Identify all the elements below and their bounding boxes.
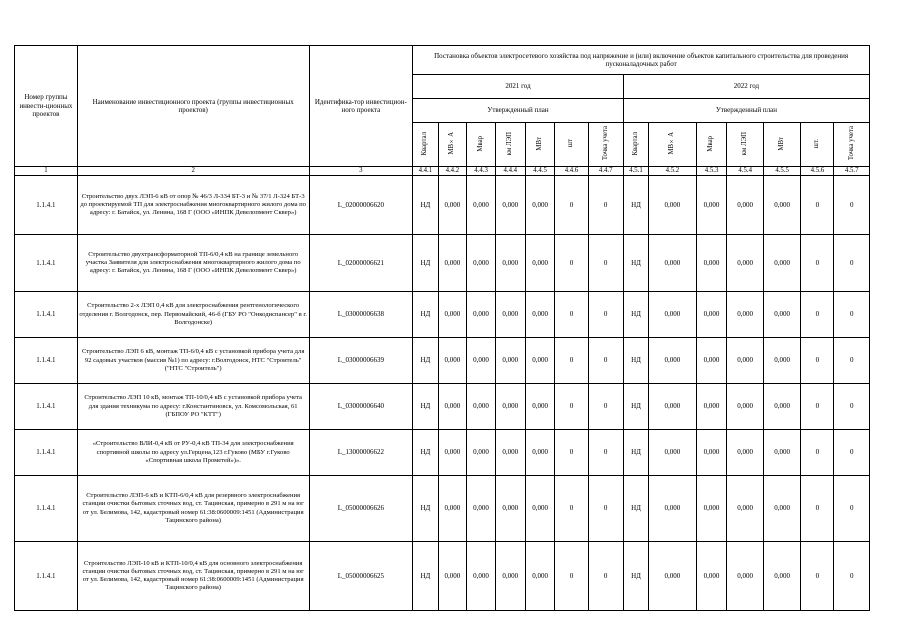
unit-header-cell: шт. xyxy=(801,123,834,167)
group-number-cell: 1.1.4.1 xyxy=(15,476,78,542)
value-cell-2022: 0,000 xyxy=(649,384,696,430)
value-cell-2021: 0,000 xyxy=(525,235,555,292)
value-cell-2021: 0 xyxy=(588,338,623,384)
column-number: 4.4.7 xyxy=(588,167,623,176)
value-cell-2022: НД xyxy=(623,542,648,611)
header-plan-2021: Утвержденный план xyxy=(413,99,624,123)
unit-header-cell: шт xyxy=(555,123,588,167)
value-cell-2022: 0 xyxy=(834,176,870,235)
unit-header-cell: МВт xyxy=(763,123,801,167)
value-cell-2021: 0 xyxy=(588,476,623,542)
value-cell-2021: 0,000 xyxy=(438,292,467,338)
column-number: 4.5.2 xyxy=(649,167,696,176)
value-cell-2021: 0,000 xyxy=(467,476,496,542)
project-name-cell: Строительство двух ЛЭП-6 кВ от опор № 46/3 Л-334 БТ-3 и № 37/1 Л-324 БТ-3 до проектируемой ТП для электроснабжения многоквартирного жилого дома по адресу: г. Батайск, ул. Ленина, 168 Г (ООО «ИНПК Девелопмент Сквер») xyxy=(77,176,309,235)
value-cell-2021: 0 xyxy=(555,476,588,542)
group-number-cell: 1.1.4.1 xyxy=(15,430,78,476)
value-cell-2021: 0,000 xyxy=(525,384,555,430)
value-cell-2022: 0,000 xyxy=(763,292,801,338)
value-cell-2022: 0,000 xyxy=(649,476,696,542)
unit-header-cell: Квартал xyxy=(623,123,648,167)
value-cell-2021: 0,000 xyxy=(438,430,467,476)
value-cell-2022: 0,000 xyxy=(649,338,696,384)
header-main-title: Постановка объектов электросетевого хозяйства под напряжение и (или) включение объектов капитального строительства для проведения пусконаладочных работ xyxy=(413,46,870,75)
column-number: 4.5.5 xyxy=(763,167,801,176)
table-row xyxy=(15,430,870,476)
column-number: 1 xyxy=(15,167,78,176)
value-cell-2022: 0 xyxy=(801,235,834,292)
table-row xyxy=(15,292,870,338)
column-number: 4.5.1 xyxy=(623,167,648,176)
value-cell-2022: НД xyxy=(623,176,648,235)
column-number: 4.5.7 xyxy=(834,167,870,176)
group-number-cell: 1.1.4.1 xyxy=(15,292,78,338)
value-cell-2021: 0,000 xyxy=(467,384,496,430)
column-number: 2 xyxy=(77,167,309,176)
group-number-cell: 1.1.4.1 xyxy=(15,384,78,430)
column-number: 4.4.1 xyxy=(413,167,438,176)
project-id-cell: L_03000006639 xyxy=(309,338,413,384)
value-cell-2022: 0,000 xyxy=(727,430,763,476)
value-cell-2022: 0,000 xyxy=(696,476,727,542)
value-cell-2022: 0 xyxy=(834,384,870,430)
value-cell-2021: 0,000 xyxy=(495,235,525,292)
unit-header-cell: Точка учета xyxy=(834,123,870,167)
value-cell-2021: 0,000 xyxy=(467,542,496,611)
value-cell-2022: 0 xyxy=(801,292,834,338)
value-cell-2021: 0,000 xyxy=(467,292,496,338)
value-cell-2021: 0 xyxy=(588,384,623,430)
value-cell-2021: НД xyxy=(413,338,438,384)
table-row xyxy=(15,338,870,384)
value-cell-2021: 0,000 xyxy=(438,476,467,542)
investment-table xyxy=(14,45,870,611)
value-cell-2021: 0,000 xyxy=(525,476,555,542)
column-number: 4.5.4 xyxy=(727,167,763,176)
value-cell-2021: НД xyxy=(413,176,438,235)
value-cell-2022: НД xyxy=(623,338,648,384)
value-cell-2022: 0 xyxy=(801,476,834,542)
column-number: 4.4.6 xyxy=(555,167,588,176)
value-cell-2022: 0 xyxy=(834,430,870,476)
header-year-2021: 2021 год xyxy=(413,75,624,99)
value-cell-2022: 0,000 xyxy=(696,338,727,384)
value-cell-2022: 0,000 xyxy=(696,384,727,430)
value-cell-2021: 0,000 xyxy=(467,430,496,476)
value-cell-2022: НД xyxy=(623,384,648,430)
value-cell-2022: 0,000 xyxy=(727,292,763,338)
unit-header-cell: Квартал xyxy=(413,123,438,167)
header-project-name: Наименование инвестиционного проекта (группы инвестиционных проектов) xyxy=(77,46,309,167)
unit-header-cell: Мвар xyxy=(467,123,496,167)
value-cell-2021: 0 xyxy=(555,542,588,611)
table-row xyxy=(15,176,870,235)
value-cell-2022: 0,000 xyxy=(727,338,763,384)
table-row xyxy=(15,384,870,430)
unit-header-cell: Точка учета xyxy=(588,123,623,167)
column-number: 4.4.3 xyxy=(467,167,496,176)
value-cell-2021: 0,000 xyxy=(525,430,555,476)
value-cell-2022: 0,000 xyxy=(763,430,801,476)
column-number: 4.4.5 xyxy=(525,167,555,176)
group-number-cell: 1.1.4.1 xyxy=(15,176,78,235)
value-cell-2022: НД xyxy=(623,476,648,542)
project-name-cell: Строительство ЛЭП-10 кВ и КТП-10/0,4 кВ для основного электроснабжения станции очистки бытовых сточных вод, ст. Тацинская, примерно в 291 м на юг от ул. Белимова, 142, кадастровый номер 61:38:0600009:1451 (Администрация Тацинского района) xyxy=(77,542,309,611)
project-name-cell: Строительство ЛЭП 6 кВ, монтаж ТП-6/0,4 кВ с установкой прибора учета для 92 садовых участков (массив №1) по адресу: г.Волгодонск, НТС "Строитель" ("НТС "Строитель") xyxy=(77,338,309,384)
value-cell-2021: 0 xyxy=(555,338,588,384)
unit-header-cell: МВ×А xyxy=(649,123,696,167)
value-cell-2021: 0 xyxy=(588,430,623,476)
value-cell-2022: 0,000 xyxy=(727,235,763,292)
column-number: 3 xyxy=(309,167,413,176)
value-cell-2021: 0 xyxy=(588,292,623,338)
value-cell-2021: 0 xyxy=(588,542,623,611)
column-number: 4.4.2 xyxy=(438,167,467,176)
value-cell-2022: 0,000 xyxy=(763,176,801,235)
column-number: 4.5.6 xyxy=(801,167,834,176)
value-cell-2022: 0,000 xyxy=(649,235,696,292)
value-cell-2022: 0,000 xyxy=(763,542,801,611)
project-id-cell: L_03000006640 xyxy=(309,384,413,430)
project-name-cell: Строительство 2-х ЛЭП 0,4 кВ для электроснабжения рентгенологического отделения г. Волгодонск, пер. Первомайский, 46-б (ГБУ РО "Онкодиспансер" в г. Волгодонске) xyxy=(77,292,309,338)
value-cell-2021: НД xyxy=(413,235,438,292)
project-id-cell: L_03000006638 xyxy=(309,292,413,338)
value-cell-2021: 0,000 xyxy=(495,292,525,338)
value-cell-2022: НД xyxy=(623,430,648,476)
value-cell-2021: НД xyxy=(413,384,438,430)
value-cell-2021: 0,000 xyxy=(438,176,467,235)
value-cell-2022: 0,000 xyxy=(649,542,696,611)
table-row xyxy=(15,235,870,292)
group-number-cell: 1.1.4.1 xyxy=(15,338,78,384)
value-cell-2021: 0,000 xyxy=(438,338,467,384)
value-cell-2022: 0 xyxy=(834,235,870,292)
column-number: 4.5.3 xyxy=(696,167,727,176)
value-cell-2022: 0 xyxy=(801,384,834,430)
unit-header-cell: Мвар xyxy=(696,123,727,167)
value-cell-2022: 0 xyxy=(801,338,834,384)
value-cell-2021: 0,000 xyxy=(495,542,525,611)
column-number: 4.4.4 xyxy=(495,167,525,176)
header-group-number: Номер группы инвести-ционных проектов xyxy=(15,46,78,167)
value-cell-2021: 0,000 xyxy=(525,338,555,384)
value-cell-2022: 0 xyxy=(801,430,834,476)
value-cell-2022: 0,000 xyxy=(649,176,696,235)
value-cell-2022: НД xyxy=(623,292,648,338)
value-cell-2022: 0,000 xyxy=(763,476,801,542)
project-name-cell: Строительство двухтрансформаторной ТП-6/0,4 кВ на границе земельного участка Заявителя для электроснабжения многоквартирного жилого дома по адресу: г. Батайск, ул. Ленина, 168 Г (ООО «ИНПК Девелопмент Сквер») xyxy=(77,235,309,292)
value-cell-2021: 0,000 xyxy=(467,176,496,235)
project-id-cell: L_05000006626 xyxy=(309,476,413,542)
project-name-cell: Строительство ЛЭП-6 кВ и КТП-6/0,4 кВ для резервного электроснабжения станции очистки бытовых сточных вод, ст. Тацинская, примерно в 291 м на юг от ул. Белимова, 142, кадастровый номер 61:38:0600009:1451 (Администрация Тацинского района) xyxy=(77,476,309,542)
unit-header-cell: МВт xyxy=(525,123,555,167)
value-cell-2021: НД xyxy=(413,430,438,476)
value-cell-2021: 0,000 xyxy=(495,338,525,384)
value-cell-2022: 0 xyxy=(801,176,834,235)
unit-header-cell: км ЛЭП xyxy=(495,123,525,167)
unit-header-cell: км ЛЭП xyxy=(727,123,763,167)
project-name-cell: Строительство ЛЭП 10 кВ, монтаж ТП-10/0,4 кВ с установкой прибора учета для здания техникума по адресу: г.Константиновск, ул. Комсомольская, 61 (ГБПОУ РО "КТТ") xyxy=(77,384,309,430)
value-cell-2021: 0,000 xyxy=(525,176,555,235)
value-cell-2022: 0,000 xyxy=(696,430,727,476)
project-id-cell: L_05000006625 xyxy=(309,542,413,611)
value-cell-2021: 0,000 xyxy=(495,176,525,235)
value-cell-2022: 0,000 xyxy=(696,176,727,235)
project-id-cell: L_02000006621 xyxy=(309,235,413,292)
value-cell-2021: НД xyxy=(413,292,438,338)
value-cell-2022: 0 xyxy=(834,476,870,542)
value-cell-2022: 0,000 xyxy=(763,384,801,430)
value-cell-2021: НД xyxy=(413,476,438,542)
value-cell-2022: 0,000 xyxy=(763,338,801,384)
value-cell-2022: 0,000 xyxy=(696,542,727,611)
value-cell-2021: 0 xyxy=(555,292,588,338)
value-cell-2021: 0 xyxy=(555,176,588,235)
value-cell-2022: 0 xyxy=(834,292,870,338)
value-cell-2022: 0,000 xyxy=(649,430,696,476)
value-cell-2021: 0,000 xyxy=(467,338,496,384)
value-cell-2022: 0,000 xyxy=(696,235,727,292)
value-cell-2022: 0,000 xyxy=(696,292,727,338)
value-cell-2021: 0,000 xyxy=(467,235,496,292)
project-name-cell: «Строительство ВЛИ-0,4 кВ от РУ-0,4 кВ ТП-34 для электроснабжения спортивной школы по адресу ул.Герцена,123 г.Гуково (МБУ г.Гуково «Спортивная школа Прометей»)». xyxy=(77,430,309,476)
table-body xyxy=(15,176,870,611)
header-year-2022: 2022 год xyxy=(623,75,869,99)
table-row xyxy=(15,476,870,542)
header-project-id: Идентифика-тор инвестицион-ного проекта xyxy=(309,46,413,167)
value-cell-2021: НД xyxy=(413,542,438,611)
project-id-cell: L_02000006620 xyxy=(309,176,413,235)
value-cell-2021: 0 xyxy=(555,235,588,292)
value-cell-2022: 0,000 xyxy=(727,542,763,611)
value-cell-2022: 0,000 xyxy=(763,235,801,292)
table-row xyxy=(15,542,870,611)
value-cell-2021: 0 xyxy=(555,384,588,430)
value-cell-2022: 0 xyxy=(834,542,870,611)
value-cell-2021: 0,000 xyxy=(438,542,467,611)
value-cell-2021: 0,000 xyxy=(495,384,525,430)
column-number-row xyxy=(15,167,870,176)
group-number-cell: 1.1.4.1 xyxy=(15,235,78,292)
value-cell-2021: 0,000 xyxy=(525,542,555,611)
value-cell-2022: 0,000 xyxy=(649,292,696,338)
value-cell-2022: 0,000 xyxy=(727,476,763,542)
unit-header-cell: МВ×А xyxy=(438,123,467,167)
value-cell-2022: НД xyxy=(623,235,648,292)
value-cell-2021: 0 xyxy=(588,176,623,235)
header-plan-2022: Утвержденный план xyxy=(623,99,869,123)
value-cell-2021: 0 xyxy=(555,430,588,476)
value-cell-2022: 0 xyxy=(801,542,834,611)
value-cell-2021: 0 xyxy=(588,235,623,292)
value-cell-2021: 0,000 xyxy=(438,384,467,430)
value-cell-2021: 0,000 xyxy=(438,235,467,292)
value-cell-2022: 0 xyxy=(834,338,870,384)
value-cell-2022: 0,000 xyxy=(727,176,763,235)
group-number-cell: 1.1.4.1 xyxy=(15,542,78,611)
value-cell-2022: 0,000 xyxy=(727,384,763,430)
value-cell-2021: 0,000 xyxy=(495,476,525,542)
value-cell-2021: 0,000 xyxy=(495,430,525,476)
project-id-cell: L_13000006622 xyxy=(309,430,413,476)
value-cell-2021: 0,000 xyxy=(525,292,555,338)
